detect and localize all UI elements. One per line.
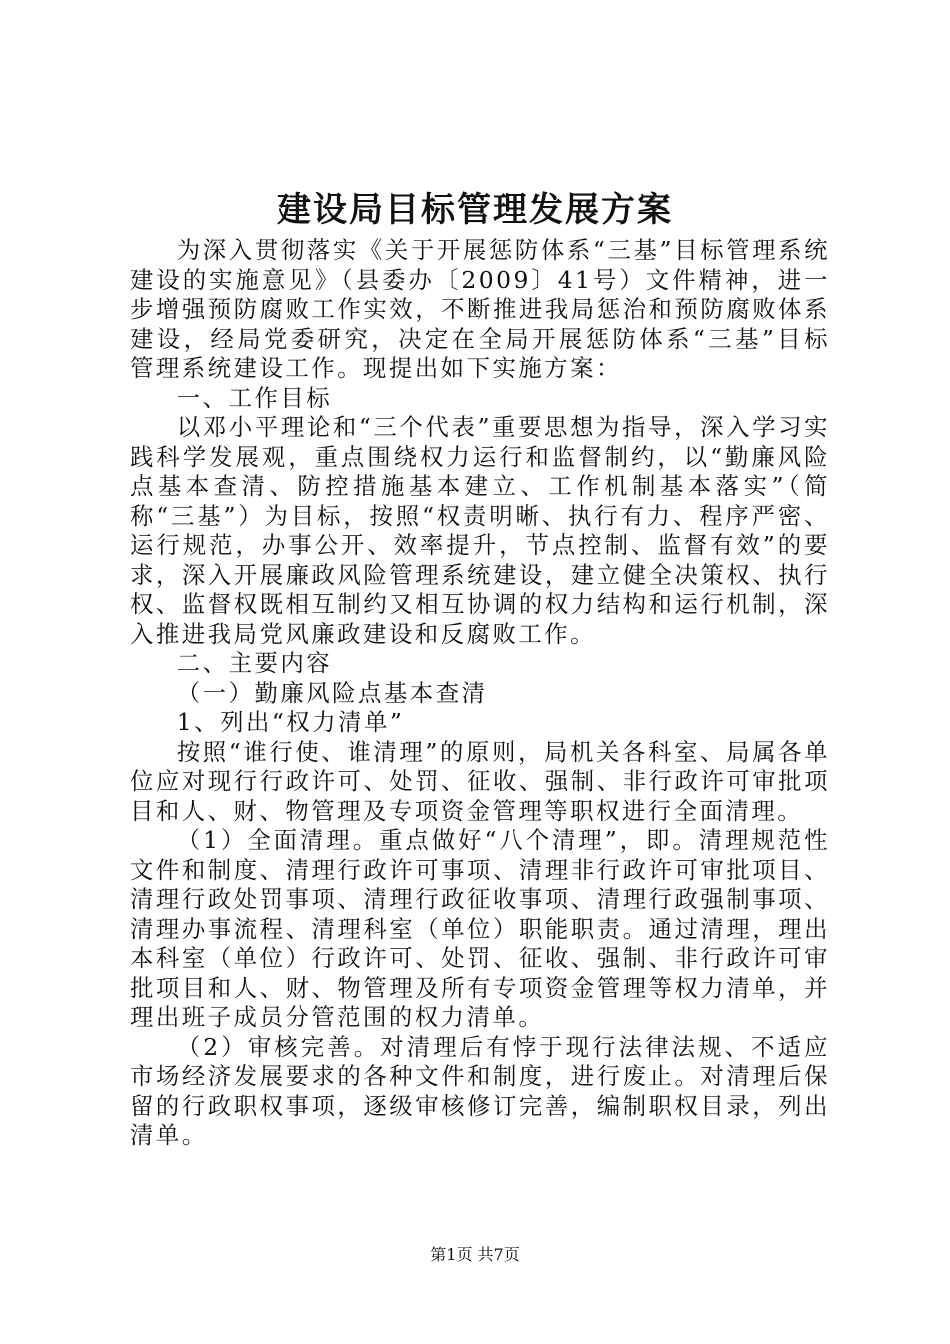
paragraph-power-list: 按照“谁行使、谁清理”的原则，局机关各科室、局属各单位应对现行行政许可、处罚、征收、强制、非行政许可审批项目和人、财、物管理及专项资金管理等职权进行全面清理。: [130, 737, 830, 825]
page-number: 第1页 共7页: [430, 1245, 520, 1264]
paragraph-work-goal: 以邓小平理论和“三个代表”重要思想为指导，深入学习实践科学发展观，重点围绕权力运行和监督制约，以“勤廉风险点基本查清、防控措施基本建立、工作机制基本落实”（简称“三基”）为目标，按照“权责明晰、执行有力、程序严密、运行规范，办事公开、效率提升，节点控制、监督有效”的要求，深入开展廉政风险管理系统建设，建立健全决策权、执行权、监督权既相互制约又相互协调的权力结构和运行机制，深入推进我局党风廉政建设和反腐败工作。: [130, 413, 830, 648]
paragraph-review: （2）审核完善。对清理后有悖于现行法律法规、不适应市场经济发展要求的各种文件和制度，进行废止。对清理后保留的行政职权事项，逐级审核修订完善，编制职权目录，列出清单。: [130, 1032, 830, 1149]
paragraph-full-clearance: （1）全面清理。重点做好“八个清理”，即。清理规范性文件和制度、清理行政许可事项、清理非行政许可审批项目、清理行政处罚事项、清理行政征收事项、清理行政强制事项、清理办事流程、清理科室（单位）职能职责。通过清理，理出本科室（单位）行政许可、处罚、征收、强制、非行政许可审批项目和人、财、物管理及所有专项资金管理等权力清单，并理出班子成员分管范围的权力清单。: [130, 826, 830, 1031]
heading-main-content: 二、主要内容: [176, 649, 333, 677]
paragraph-intro: 为深入贯彻落实《关于开展惩防体系“三基”目标管理系统建设的实施意见》（县委办〔2009〕41号）文件精神，进一步增强预防腐败工作实效，不断推进我局惩治和预防腐败体系建设，经局党委研究，决定在全局开展惩防体系“三基”目标管理系统建设工作。现提出如下实施方案：: [130, 236, 830, 382]
heading-work-goal: 一、工作目标: [176, 383, 333, 412]
subheading-power-list: 1、列出“权力清单”: [176, 708, 405, 736]
document-title: 建设局目标管理发展方案: [277, 190, 673, 230]
subheading-risk-points: （一）勤廉风险点基本查清: [176, 678, 488, 707]
document-body: [130, 236, 830, 1151]
